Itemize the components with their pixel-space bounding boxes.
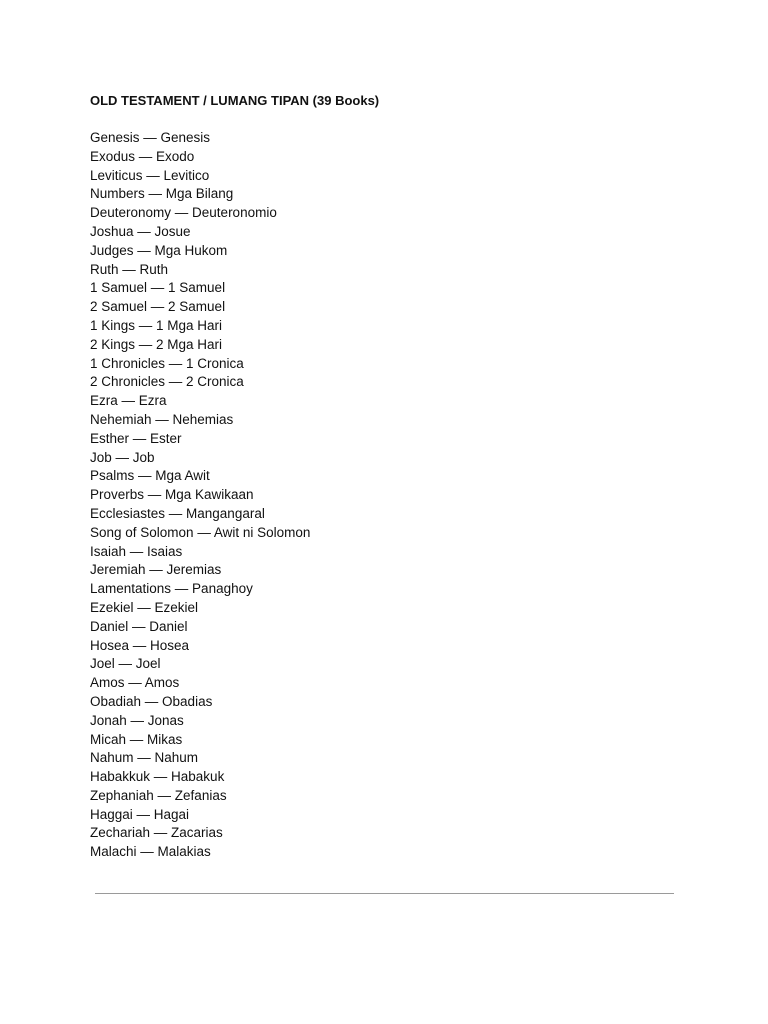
book-list-item: Obadiah — Obadias — [90, 693, 213, 709]
book-list-item: Zephaniah — Zefanias — [90, 787, 227, 803]
book-list-item: Ezra — Ezra — [90, 393, 167, 409]
book-list-item: Proverbs — Mga Kawikaan — [90, 487, 254, 503]
book-list-item: Ecclesiastes — Mangangaral — [90, 505, 265, 521]
book-list-item: 2 Kings — 2 Mga Hari — [90, 336, 223, 352]
book-list-item: Joshua — Josue — [90, 223, 191, 239]
book-list-item: Jonah — Jonas — [90, 712, 184, 728]
book-list-item: Exodus — Exodo — [90, 148, 195, 164]
book-list-item: Lamentations — Panaghoy — [90, 581, 253, 597]
book-list-item: Ruth — Ruth — [90, 261, 169, 277]
book-list-item: Hosea — Hosea — [90, 637, 190, 653]
book-list-item: Isaiah — Isaias — [90, 543, 183, 559]
book-list-item: Malachi — Malakias — [90, 844, 211, 860]
book-list-item: 1 Chronicles — 1 Cronica — [90, 355, 244, 371]
book-list-item: Jeremiah — Jeremias — [90, 562, 222, 578]
book-list-item: Song of Solomon — Awit ni Solomon — [90, 524, 311, 540]
book-list-item: Zechariah — Zacarias — [90, 825, 223, 841]
book-list-item: Nahum — Nahum — [90, 750, 199, 766]
book-list-item: Micah — Mikas — [90, 731, 183, 747]
book-list-item: Leviticus — Levitico — [90, 167, 210, 183]
book-list-item: Joel — Joel — [90, 656, 161, 672]
book-list-item: Numbers — Mga Bilang — [90, 186, 234, 202]
book-list-item: 2 Samuel — 2 Samuel — [90, 299, 226, 315]
book-list-item: Psalms — Mga Awit — [90, 468, 210, 484]
book-list-item: Nehemiah — Nehemias — [90, 411, 234, 427]
book-list-item: Ezekiel — Ezekiel — [90, 599, 199, 615]
horizontal-divider — [95, 893, 674, 894]
book-list-item: 2 Chronicles — 2 Cronica — [90, 374, 244, 390]
book-list-item: Habakkuk — Habakuk — [90, 769, 225, 785]
book-list — [90, 129, 310, 862]
book-list-item: Deuteronomy — Deuteronomio — [90, 205, 277, 221]
book-list-item: Judges — Mga Hukom — [90, 242, 228, 258]
book-list-item: Haggai — Hagai — [90, 806, 190, 822]
book-list-item: 1 Kings — 1 Mga Hari — [90, 317, 223, 333]
book-list-item: Esther — Ester — [90, 430, 182, 446]
book-list-item: 1 Samuel — 1 Samuel — [90, 280, 226, 296]
book-list-item: Daniel — Daniel — [90, 618, 188, 634]
book-list-item: Job — Job — [90, 449, 155, 465]
book-list-item: Genesis — Genesis — [90, 130, 211, 145]
section-heading: OLD TESTAMENT / LUMANG TIPAN (39 Books) — [90, 93, 380, 108]
book-list-item: Amos — Amos — [90, 675, 180, 691]
